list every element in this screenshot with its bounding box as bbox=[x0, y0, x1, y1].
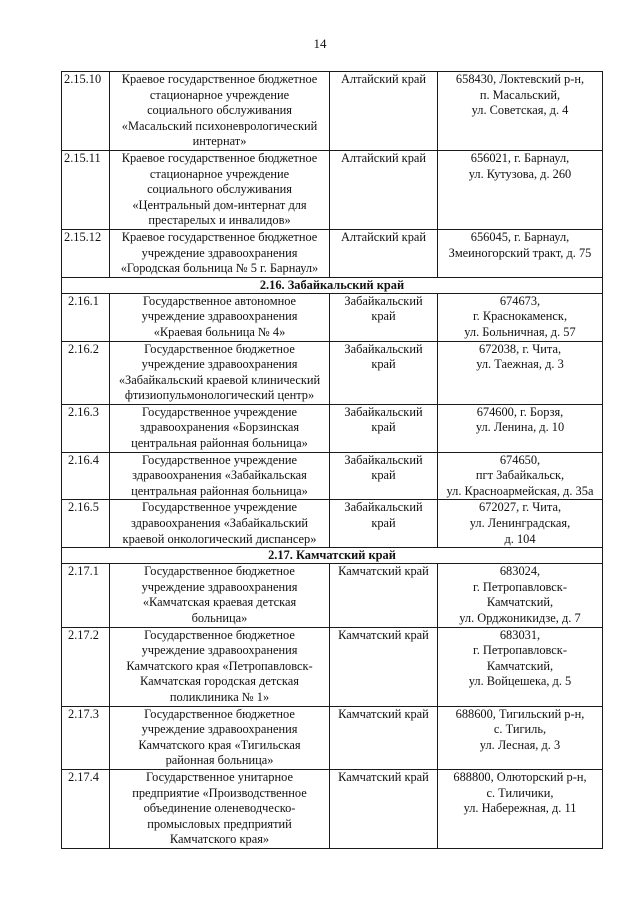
institution-name bbox=[110, 293, 330, 341]
section-title: 2.16. Забайкальский край bbox=[62, 277, 603, 293]
institution-address-line: Камчатский, bbox=[486, 658, 554, 673]
institution-name-line: больница» bbox=[191, 611, 248, 625]
institution-name bbox=[110, 500, 330, 548]
institution-name-line: Камчатского края «Тигильская bbox=[138, 737, 301, 752]
row-number: 2.15.12 bbox=[62, 229, 110, 277]
institution-name-line: престарелых и инвалидов» bbox=[148, 213, 291, 228]
institution-name-line: здравоохранения «Забайкальская bbox=[132, 468, 307, 483]
region-name-line: Забайкальский bbox=[344, 452, 423, 467]
institution-name-line: учреждение здравоохранения bbox=[141, 357, 298, 372]
row-number: 2.17.1 bbox=[62, 564, 110, 627]
institution-name bbox=[110, 404, 330, 452]
institution-address-line: ул. Ленинградская, bbox=[469, 516, 571, 531]
institution-address-line: 672027, г. Чита, bbox=[478, 500, 562, 515]
table-row bbox=[62, 229, 603, 277]
region-name bbox=[330, 564, 438, 627]
institution-name-line: «Забайкальский краевой клинический bbox=[118, 372, 321, 387]
row-number: 2.17.4 bbox=[62, 769, 110, 848]
table-row bbox=[62, 404, 603, 452]
institution-name-line: Государственное автономное bbox=[142, 293, 297, 308]
institution-name-line: Государственное учреждение bbox=[142, 452, 297, 467]
row-number: 2.16.3 bbox=[62, 404, 110, 452]
institution-name-line: учреждение здравоохранения bbox=[141, 309, 298, 324]
institution-address-line: 688600, Тигильский р-н, bbox=[455, 706, 585, 721]
institution-name-line: здравоохранения «Забайкальский bbox=[131, 516, 308, 531]
institution-name-line: социального обслуживания bbox=[147, 103, 292, 118]
region-name bbox=[330, 769, 438, 848]
region-name bbox=[330, 229, 438, 277]
institution-address bbox=[438, 769, 603, 848]
region-name-line: Забайкальский bbox=[344, 293, 423, 308]
region-name-line: Алтайский край bbox=[340, 72, 427, 86]
institution-name-line: Краевое государственное бюджетное bbox=[121, 229, 318, 244]
institution-name-line: районная больница» bbox=[165, 753, 274, 768]
institution-address bbox=[438, 229, 603, 277]
region-name-line: край bbox=[371, 420, 396, 435]
institution-name-line: «Краевая больница № 4» bbox=[153, 324, 286, 339]
institution-name-line: стационарное учреждение bbox=[149, 166, 290, 181]
region-name bbox=[330, 293, 438, 341]
region-name-line: край bbox=[371, 357, 396, 372]
institution-address-line: г. Краснокаменск, bbox=[472, 309, 568, 324]
institution-name bbox=[110, 229, 330, 277]
institution-name-line: интернат» bbox=[192, 134, 247, 149]
row-number: 2.15.11 bbox=[62, 150, 110, 229]
institution-address-line: с. Тиличики, bbox=[486, 785, 554, 800]
institution-address-line: д. 104 bbox=[504, 531, 536, 546]
institution-address-line: ул. Кутузова, д. 260 bbox=[468, 166, 572, 181]
institution-address bbox=[438, 293, 603, 341]
institution-name-line: Камчатская городская детская bbox=[140, 674, 299, 689]
region-name bbox=[330, 627, 438, 706]
institution-name-line: Государственное бюджетное bbox=[144, 627, 295, 642]
table-row bbox=[62, 341, 603, 404]
institution-address-line: пгт Забайкальск, bbox=[475, 468, 565, 483]
institution-name-line: «Центральный дом-интернат для bbox=[132, 197, 307, 212]
institution-address-line: 658430, Локтевский р-н, bbox=[455, 72, 585, 86]
institution-address bbox=[438, 341, 603, 404]
institution-name-line: учреждение здравоохранения bbox=[141, 643, 298, 658]
institution-address-line: 672038, г. Чита, bbox=[478, 341, 562, 356]
institution-name-line: стационарное учреждение bbox=[149, 87, 290, 102]
institution-address-line: Камчатский, bbox=[486, 595, 554, 610]
institution-address-line: с. Тигиль, bbox=[493, 722, 547, 737]
institution-address-line: 688800, Олюторский р-н, bbox=[453, 769, 587, 784]
institution-address-line: г. Петропавловск- bbox=[473, 579, 567, 594]
institution-name-line: промысловых предприятий bbox=[147, 816, 292, 831]
institution-name-line: Государственное унитарное bbox=[146, 769, 293, 784]
region-name bbox=[330, 341, 438, 404]
table-row bbox=[62, 72, 603, 151]
institution-name-line: поликлиника № 1» bbox=[169, 689, 270, 704]
institution-name bbox=[110, 72, 330, 151]
table-row bbox=[62, 150, 603, 229]
institution-name-line: «Масальский психоневрологический bbox=[121, 118, 318, 133]
institution-address-line: 674650, bbox=[499, 452, 541, 467]
institution-name-line: Государственное бюджетное bbox=[144, 706, 295, 721]
institution-name bbox=[110, 564, 330, 627]
institution-name-line: Государственное учреждение bbox=[142, 404, 297, 419]
institution-address-line: ул. Ленина, д. 10 bbox=[475, 420, 565, 435]
table-row bbox=[62, 627, 603, 706]
region-name-line: Камчатский край bbox=[338, 627, 429, 642]
institution-name-line: учреждение здравоохранения bbox=[141, 245, 298, 260]
institution-name-line: «Городская больница № 5 г. Барнаул» bbox=[120, 261, 319, 276]
institution-address-line: ул. Войцешека, д. 5 bbox=[468, 674, 572, 689]
institution-address bbox=[438, 452, 603, 500]
section-title: 2.17. Камчатский край bbox=[62, 548, 603, 564]
region-name-line: Камчатский край bbox=[338, 769, 429, 784]
row-number: 2.17.2 bbox=[62, 627, 110, 706]
table-body bbox=[62, 72, 603, 849]
region-name bbox=[330, 452, 438, 500]
institution-address-line: ул. Набережная, д. 11 bbox=[463, 801, 577, 816]
institution-address bbox=[438, 150, 603, 229]
institution-name bbox=[110, 627, 330, 706]
row-number: 2.16.4 bbox=[62, 452, 110, 500]
institutions-table bbox=[61, 71, 603, 849]
row-number: 2.15.10 bbox=[62, 72, 110, 151]
region-name-line: край bbox=[371, 309, 396, 324]
institution-name bbox=[110, 150, 330, 229]
region-name-line: Алтайский край bbox=[340, 229, 427, 244]
row-number: 2.16.2 bbox=[62, 341, 110, 404]
page-number: 14 bbox=[313, 36, 327, 51]
institution-address-line: 656021, г. Барнаул, bbox=[470, 150, 570, 165]
institution-address bbox=[438, 627, 603, 706]
institution-name-line: Камчатского края» bbox=[169, 832, 270, 847]
institution-name-line: Краевое государственное бюджетное bbox=[121, 150, 318, 165]
institution-address-line: ул. Красноармейская, д. 35а bbox=[446, 483, 594, 498]
institution-address-line: ул. Орджоникидзе, д. 7 bbox=[459, 611, 581, 625]
institution-address bbox=[438, 564, 603, 627]
institution-name-line: объединение оленеводческо- bbox=[143, 801, 296, 816]
table-row bbox=[62, 452, 603, 500]
institution-address-line: г. Петропавловск- bbox=[473, 643, 567, 658]
row-number: 2.17.3 bbox=[62, 706, 110, 769]
institution-name bbox=[110, 341, 330, 404]
institution-address-line: ул. Советская, д. 4 bbox=[471, 103, 569, 118]
institution-name-line: социального обслуживания bbox=[147, 182, 292, 197]
institution-address-line: Змеиногорский тракт, д. 75 bbox=[448, 245, 592, 260]
institution-name-line: здравоохранения «Борзинская bbox=[139, 420, 300, 435]
institution-name-line: Краевое государственное бюджетное bbox=[121, 72, 318, 86]
institution-address bbox=[438, 706, 603, 769]
institution-address-line: 674600, г. Борзя, bbox=[476, 404, 564, 419]
institution-name-line: учреждение здравоохранения bbox=[141, 722, 298, 737]
institution-name-line: Камчатского края «Петропавловск- bbox=[126, 658, 313, 673]
table-row bbox=[62, 293, 603, 341]
region-name bbox=[330, 404, 438, 452]
region-name-line: край bbox=[371, 468, 396, 483]
institution-address bbox=[438, 72, 603, 151]
institution-address-line: 683024, bbox=[499, 564, 541, 579]
region-name-line: Забайкальский bbox=[344, 404, 423, 419]
institution-name bbox=[110, 706, 330, 769]
institution-name-line: Государственное учреждение bbox=[142, 500, 297, 515]
institution-address bbox=[438, 500, 603, 548]
institution-address-line: п. Масальский, bbox=[479, 87, 561, 102]
region-name-line: край bbox=[371, 516, 396, 531]
table-row bbox=[62, 564, 603, 627]
institution-name-line: предприятие «Производственное bbox=[132, 785, 307, 800]
institution-address-line: 683031, bbox=[499, 627, 541, 642]
region-name-line: Камчатский край bbox=[338, 706, 429, 721]
institution-name bbox=[110, 769, 330, 848]
institution-name-line: краевой онкологический диспансер» bbox=[122, 531, 317, 546]
region-name-line: Камчатский край bbox=[338, 564, 429, 579]
region-name bbox=[330, 706, 438, 769]
institution-name-line: Государственное бюджетное bbox=[144, 564, 295, 579]
institution-address-line: ул. Таежная, д. 3 bbox=[476, 357, 564, 372]
row-number: 2.16.1 bbox=[62, 293, 110, 341]
institution-name-line: «Камчатская краевая детская bbox=[142, 595, 297, 610]
region-name-line: Алтайский край bbox=[340, 150, 427, 165]
table-row bbox=[62, 500, 603, 548]
institution-name-line: фтизиопульмонологический центр» bbox=[124, 388, 315, 403]
institution-name-line: центральная районная больница» bbox=[131, 436, 308, 451]
section-header-row bbox=[62, 548, 603, 564]
institution-address-line: 656045, г. Барнаул, bbox=[470, 229, 570, 244]
region-name-line: Забайкальский bbox=[344, 500, 423, 515]
region-name bbox=[330, 72, 438, 151]
institution-address bbox=[438, 404, 603, 452]
table-row bbox=[62, 769, 603, 848]
row-number: 2.16.5 bbox=[62, 500, 110, 548]
institution-name bbox=[110, 452, 330, 500]
institution-address-line: 674673, bbox=[499, 293, 541, 308]
region-name bbox=[330, 150, 438, 229]
region-name-line: Забайкальский bbox=[344, 341, 423, 356]
institution-name-line: Государственное бюджетное bbox=[144, 341, 295, 356]
region-name bbox=[330, 500, 438, 548]
institution-address-line: ул. Лесная, д. 3 bbox=[479, 737, 561, 752]
institution-name-line: учреждение здравоохранения bbox=[141, 579, 298, 594]
table-row bbox=[62, 706, 603, 769]
institution-name-line: центральная районная больница» bbox=[131, 483, 308, 498]
institution-address-line: ул. Больничная, д. 57 bbox=[464, 324, 576, 339]
section-header-row bbox=[62, 277, 603, 293]
